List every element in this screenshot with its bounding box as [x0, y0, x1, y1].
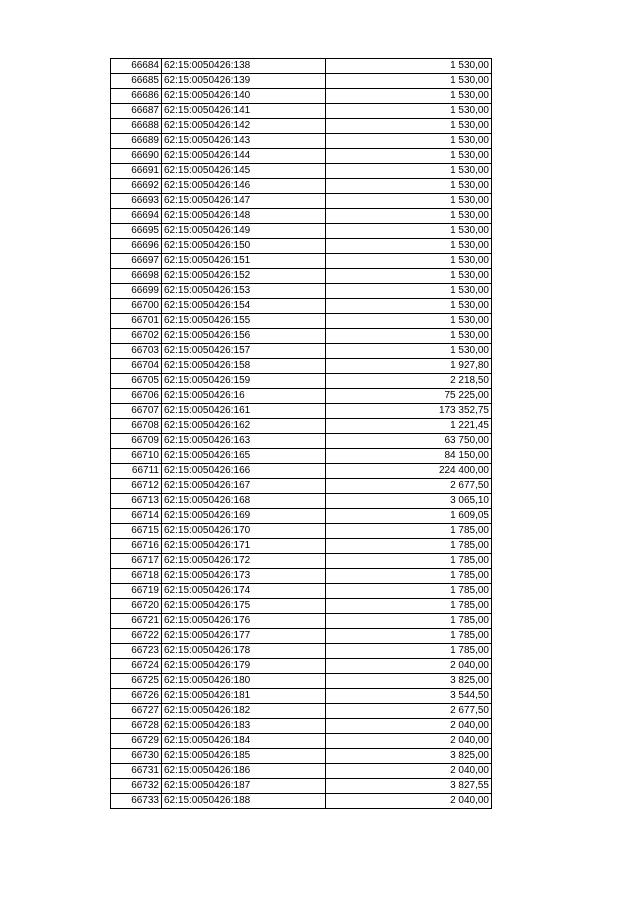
table-row	[111, 554, 492, 569]
row-number-cell: 66707	[111, 404, 162, 419]
cadastral-number-cell: 62:15:0050426:151	[162, 254, 326, 269]
cadastral-number-cell: 62:15:0050426:144	[162, 149, 326, 164]
row-number-cell: 66732	[111, 779, 162, 794]
row-number-cell: 66704	[111, 359, 162, 374]
value-cell: 1 785,00	[326, 599, 492, 614]
cadastral-number-cell: 62:15:0050426:188	[162, 794, 326, 809]
value-cell: 1 530,00	[326, 314, 492, 329]
cadastral-number-cell: 62:15:0050426:169	[162, 509, 326, 524]
value-cell: 1 530,00	[326, 224, 492, 239]
value-cell: 2 218,50	[326, 374, 492, 389]
cadastral-number-cell: 62:15:0050426:16	[162, 389, 326, 404]
cadastral-number-cell: 62:15:0050426:153	[162, 284, 326, 299]
row-number-cell: 66687	[111, 104, 162, 119]
table-row	[111, 239, 492, 254]
cadastral-number-cell: 62:15:0050426:178	[162, 644, 326, 659]
cadastral-number-cell: 62:15:0050426:183	[162, 719, 326, 734]
table-row	[111, 779, 492, 794]
row-number-cell: 66729	[111, 734, 162, 749]
value-cell: 1 530,00	[326, 299, 492, 314]
value-cell: 1 530,00	[326, 164, 492, 179]
value-cell: 2 040,00	[326, 734, 492, 749]
cadastral-number-cell: 62:15:0050426:141	[162, 104, 326, 119]
cadastral-number-cell: 62:15:0050426:149	[162, 224, 326, 239]
value-cell: 1 530,00	[326, 284, 492, 299]
cadastral-number-cell: 62:15:0050426:163	[162, 434, 326, 449]
cadastral-number-cell: 62:15:0050426:182	[162, 704, 326, 719]
cadastral-number-cell: 62:15:0050426:159	[162, 374, 326, 389]
value-cell: 1 785,00	[326, 554, 492, 569]
cadastral-number-cell: 62:15:0050426:154	[162, 299, 326, 314]
value-cell: 3 544,50	[326, 689, 492, 704]
table-row	[111, 149, 492, 164]
table-row	[111, 194, 492, 209]
row-number-cell: 66722	[111, 629, 162, 644]
cadastral-number-cell: 62:15:0050426:148	[162, 209, 326, 224]
table-row	[111, 299, 492, 314]
value-cell: 1 785,00	[326, 644, 492, 659]
row-number-cell: 66717	[111, 554, 162, 569]
cadastral-number-cell: 62:15:0050426:162	[162, 419, 326, 434]
cadastral-number-cell: 62:15:0050426:180	[162, 674, 326, 689]
value-cell: 1 785,00	[326, 524, 492, 539]
table-row	[111, 104, 492, 119]
value-cell: 2 040,00	[326, 794, 492, 809]
cadastral-number-cell: 62:15:0050426:187	[162, 779, 326, 794]
row-number-cell: 66684	[111, 59, 162, 74]
value-cell: 1 530,00	[326, 149, 492, 164]
cadastral-number-cell: 62:15:0050426:171	[162, 539, 326, 554]
cadastral-number-cell: 62:15:0050426:170	[162, 524, 326, 539]
table-row	[111, 749, 492, 764]
value-cell: 3 825,00	[326, 749, 492, 764]
value-cell: 1 530,00	[326, 194, 492, 209]
table-body	[111, 59, 492, 809]
data-table	[110, 58, 492, 809]
table-row	[111, 764, 492, 779]
table-row	[111, 434, 492, 449]
row-number-cell: 66718	[111, 569, 162, 584]
table-row	[111, 689, 492, 704]
value-cell: 1 530,00	[326, 179, 492, 194]
row-number-cell: 66730	[111, 749, 162, 764]
row-number-cell: 66724	[111, 659, 162, 674]
value-cell: 75 225,00	[326, 389, 492, 404]
table-row	[111, 674, 492, 689]
cadastral-number-cell: 62:15:0050426:176	[162, 614, 326, 629]
row-number-cell: 66699	[111, 284, 162, 299]
row-number-cell: 66695	[111, 224, 162, 239]
cadastral-number-cell: 62:15:0050426:157	[162, 344, 326, 359]
row-number-cell: 66728	[111, 719, 162, 734]
cadastral-number-cell: 62:15:0050426:167	[162, 479, 326, 494]
value-cell: 1 530,00	[326, 74, 492, 89]
row-number-cell: 66692	[111, 179, 162, 194]
value-cell: 1 530,00	[326, 104, 492, 119]
cadastral-number-cell: 62:15:0050426:168	[162, 494, 326, 509]
cadastral-number-cell: 62:15:0050426:177	[162, 629, 326, 644]
table-row	[111, 569, 492, 584]
row-number-cell: 66697	[111, 254, 162, 269]
table-row	[111, 599, 492, 614]
row-number-cell: 66710	[111, 449, 162, 464]
row-number-cell: 66733	[111, 794, 162, 809]
cadastral-number-cell: 62:15:0050426:156	[162, 329, 326, 344]
row-number-cell: 66712	[111, 479, 162, 494]
table-row	[111, 449, 492, 464]
table-row	[111, 329, 492, 344]
table-row	[111, 134, 492, 149]
table-row	[111, 119, 492, 134]
cadastral-number-cell: 62:15:0050426:174	[162, 584, 326, 599]
table-row	[111, 644, 492, 659]
cadastral-number-cell: 62:15:0050426:142	[162, 119, 326, 134]
value-cell: 1 530,00	[326, 89, 492, 104]
row-number-cell: 66705	[111, 374, 162, 389]
row-number-cell: 66691	[111, 164, 162, 179]
row-number-cell: 66708	[111, 419, 162, 434]
row-number-cell: 66721	[111, 614, 162, 629]
row-number-cell: 66720	[111, 599, 162, 614]
value-cell: 1 785,00	[326, 629, 492, 644]
row-number-cell: 66688	[111, 119, 162, 134]
cadastral-number-cell: 62:15:0050426:181	[162, 689, 326, 704]
cadastral-number-cell: 62:15:0050426:147	[162, 194, 326, 209]
value-cell: 1 530,00	[326, 344, 492, 359]
table-row	[111, 584, 492, 599]
value-cell: 1 609,05	[326, 509, 492, 524]
table-row	[111, 479, 492, 494]
row-number-cell: 66698	[111, 269, 162, 284]
table-row	[111, 314, 492, 329]
row-number-cell: 66715	[111, 524, 162, 539]
cadastral-number-cell: 62:15:0050426:155	[162, 314, 326, 329]
row-number-cell: 66703	[111, 344, 162, 359]
table-row	[111, 224, 492, 239]
value-cell: 1 221,45	[326, 419, 492, 434]
table-row	[111, 254, 492, 269]
value-cell: 224 400,00	[326, 464, 492, 479]
table-row	[111, 509, 492, 524]
table-row	[111, 524, 492, 539]
value-cell: 1 530,00	[326, 329, 492, 344]
value-cell: 2 677,50	[326, 479, 492, 494]
cadastral-number-cell: 62:15:0050426:166	[162, 464, 326, 479]
cadastral-number-cell: 62:15:0050426:184	[162, 734, 326, 749]
row-number-cell: 66725	[111, 674, 162, 689]
row-number-cell: 66706	[111, 389, 162, 404]
value-cell: 1 785,00	[326, 614, 492, 629]
table-row	[111, 284, 492, 299]
value-cell: 1 927,80	[326, 359, 492, 374]
cadastral-number-cell: 62:15:0050426:139	[162, 74, 326, 89]
row-number-cell: 66685	[111, 74, 162, 89]
table-row	[111, 419, 492, 434]
value-cell: 1 785,00	[326, 569, 492, 584]
table-row	[111, 404, 492, 419]
row-number-cell: 66727	[111, 704, 162, 719]
value-cell: 2 677,50	[326, 704, 492, 719]
row-number-cell: 66689	[111, 134, 162, 149]
cadastral-number-cell: 62:15:0050426:185	[162, 749, 326, 764]
value-cell: 1 530,00	[326, 119, 492, 134]
table-row	[111, 614, 492, 629]
cadastral-number-cell: 62:15:0050426:175	[162, 599, 326, 614]
table-row	[111, 344, 492, 359]
row-number-cell: 66694	[111, 209, 162, 224]
row-number-cell: 66696	[111, 239, 162, 254]
cadastral-number-cell: 62:15:0050426:146	[162, 179, 326, 194]
row-number-cell: 66713	[111, 494, 162, 509]
value-cell: 173 352,75	[326, 404, 492, 419]
value-cell: 3 827,55	[326, 779, 492, 794]
row-number-cell: 66709	[111, 434, 162, 449]
row-number-cell: 66719	[111, 584, 162, 599]
row-number-cell: 66726	[111, 689, 162, 704]
cadastral-number-cell: 62:15:0050426:150	[162, 239, 326, 254]
table-row	[111, 794, 492, 809]
table-row	[111, 494, 492, 509]
value-cell: 1 785,00	[326, 584, 492, 599]
cadastral-number-cell: 62:15:0050426:158	[162, 359, 326, 374]
value-cell: 1 530,00	[326, 134, 492, 149]
value-cell: 2 040,00	[326, 659, 492, 674]
table-row	[111, 74, 492, 89]
cadastral-number-cell: 62:15:0050426:172	[162, 554, 326, 569]
value-cell: 2 040,00	[326, 719, 492, 734]
table-row	[111, 629, 492, 644]
row-number-cell: 66702	[111, 329, 162, 344]
row-number-cell: 66731	[111, 764, 162, 779]
cadastral-number-cell: 62:15:0050426:165	[162, 449, 326, 464]
table-row	[111, 59, 492, 74]
row-number-cell: 66690	[111, 149, 162, 164]
table-row	[111, 374, 492, 389]
value-cell: 1 530,00	[326, 269, 492, 284]
cadastral-number-cell: 62:15:0050426:140	[162, 89, 326, 104]
cadastral-number-cell: 62:15:0050426:143	[162, 134, 326, 149]
value-cell: 1 785,00	[326, 539, 492, 554]
row-number-cell: 66714	[111, 509, 162, 524]
row-number-cell: 66700	[111, 299, 162, 314]
table-row	[111, 89, 492, 104]
row-number-cell: 66686	[111, 89, 162, 104]
table-row	[111, 464, 492, 479]
value-cell: 3 825,00	[326, 674, 492, 689]
value-cell: 84 150,00	[326, 449, 492, 464]
row-number-cell: 66693	[111, 194, 162, 209]
table-row	[111, 389, 492, 404]
row-number-cell: 66723	[111, 644, 162, 659]
table-row	[111, 269, 492, 284]
value-cell: 1 530,00	[326, 239, 492, 254]
table-row	[111, 539, 492, 554]
value-cell: 2 040,00	[326, 764, 492, 779]
table-row	[111, 659, 492, 674]
cadastral-number-cell: 62:15:0050426:145	[162, 164, 326, 179]
table-row	[111, 719, 492, 734]
table-row	[111, 164, 492, 179]
table-row	[111, 734, 492, 749]
value-cell: 1 530,00	[326, 254, 492, 269]
value-cell: 63 750,00	[326, 434, 492, 449]
table-row	[111, 359, 492, 374]
row-number-cell: 66716	[111, 539, 162, 554]
cadastral-number-cell: 62:15:0050426:161	[162, 404, 326, 419]
cadastral-number-cell: 62:15:0050426:179	[162, 659, 326, 674]
cadastral-number-cell: 62:15:0050426:186	[162, 764, 326, 779]
value-cell: 1 530,00	[326, 59, 492, 74]
table-row	[111, 209, 492, 224]
table-row	[111, 179, 492, 194]
table-row	[111, 704, 492, 719]
cadastral-number-cell: 62:15:0050426:138	[162, 59, 326, 74]
row-number-cell: 66701	[111, 314, 162, 329]
row-number-cell: 66711	[111, 464, 162, 479]
cadastral-number-cell: 62:15:0050426:173	[162, 569, 326, 584]
value-cell: 3 065,10	[326, 494, 492, 509]
value-cell: 1 530,00	[326, 209, 492, 224]
cadastral-number-cell: 62:15:0050426:152	[162, 269, 326, 284]
